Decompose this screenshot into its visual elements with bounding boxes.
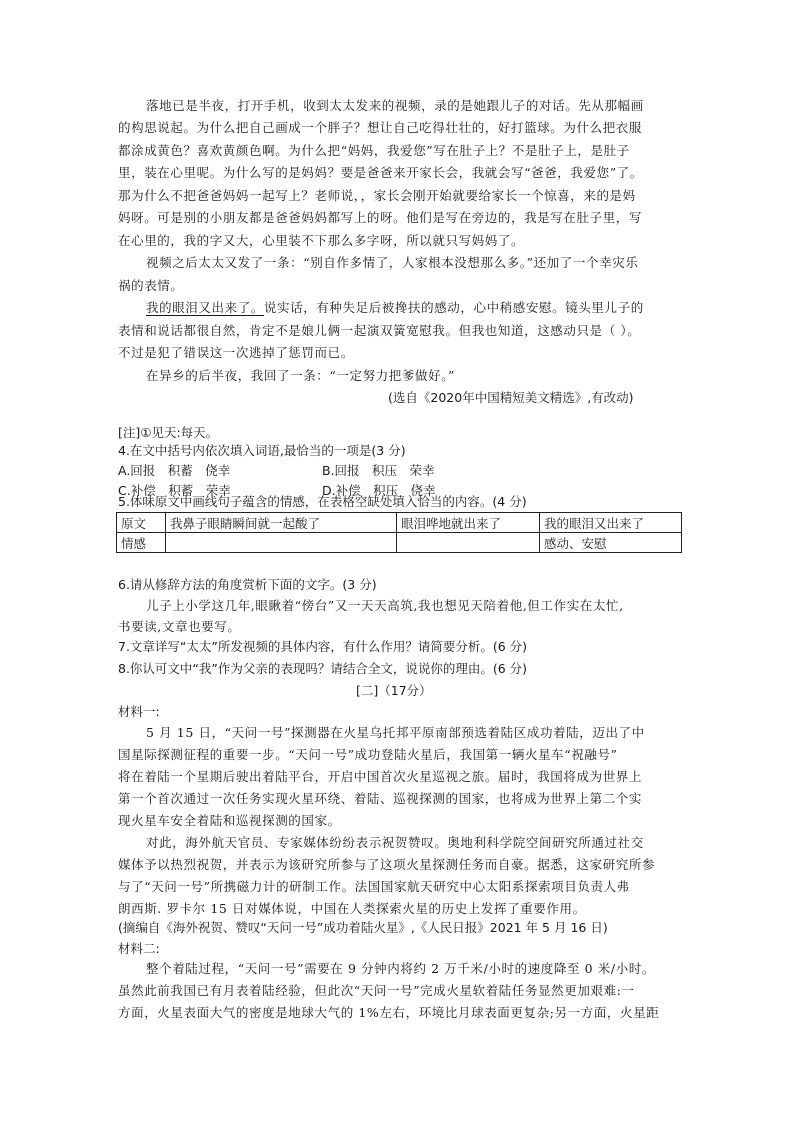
table-cell: 感动、安慰: [540, 533, 682, 553]
footnote: [注]①见天:每天。: [118, 425, 219, 440]
emotion-table: [116, 512, 682, 553]
source-citation: (摘编自《海外祝贺、赞叹“天问一号”成功着陆火星》,《人民日报》2021 年 5 月 16 日): [118, 920, 608, 935]
table-row: [117, 513, 682, 533]
passage-line: 的构思说起。为什么把自己画成一个胖子？想让自己吃得壮壮的，好打篮球。为什么把衣服: [118, 120, 643, 135]
material-line: 将在着陆一个星期后驶出着陆平台，开启中国首次火星巡视之旅。届时，我国将成为世界上: [118, 769, 643, 784]
question-4-stem: 4.在文中括号内依次填入词语,最恰当的一项是(3 分): [118, 443, 406, 458]
passage-line: 在心里的，我的字又大，心里装不下那么多字呀，所以就只写妈妈了。: [118, 233, 525, 248]
table-cell: 情感: [117, 533, 166, 553]
question-8-stem: 8.你认可文中“我”作为父亲的表现吗？请结合全文，说说你的理由。(6 分): [118, 661, 528, 676]
material-line: 媒体予以热烈祝贺，并表示为该研究所参与了这项火星探测任务而自豪。据悉，这家研究所参: [118, 857, 656, 872]
option-c: C.补偿 积蓄 荣幸: [118, 483, 231, 498]
table-cell: 眼泪哗地就出来了: [397, 513, 540, 533]
passage-line: 祸的表情。: [118, 278, 184, 293]
quoted-text: 书要读,文章也要写。: [118, 619, 241, 634]
material-line: 整个着陆过程，“天问一号”需要在 9 分钟内将约 2 万千米/小时的速度降至 0 米/小时。: [146, 961, 656, 976]
option-a: A.回报 积蓄 侥幸: [118, 463, 231, 478]
quoted-text: 儿子上小学这几年,眼瞅着“傍台”又一天天高筑,我也想见天陪着他,但工作实在太忙,: [146, 598, 624, 613]
passage-line: 落地已是半夜，打开手机，收到太太发来的视频，录的是她跟儿子的对话。先从那幅画: [146, 98, 644, 113]
passage-line: 在异乡的后半夜，我回了一条：“一定努力把爹做好。”: [146, 368, 456, 383]
material-line: 第一个首次通过一次任务实现火星环绕、着陆、巡视探测的国家，也将成为世界上第二个实: [118, 791, 643, 806]
table-cell: 我鼻子眼睛瞬间就一起酸了: [166, 513, 397, 533]
passage-line: 里，装在心里呢。为什么写的是妈妈？要是爸爸来开家长会，我就会写“爸爸，我爱您”了。: [118, 165, 643, 180]
question-7-stem: 7.文章详写“太太”所发视频的具体内容，有什么作用？请简要分析。(6 分): [118, 639, 528, 654]
material-line: 现火星车安全着陆和巡视探测的国家。: [118, 813, 341, 828]
passage-line: 表情和说话都很自然，肯定不是娘儿俩一起演双簧宽慰我。但我也知道，这感动只是（ ）。: [118, 323, 641, 338]
passage-line: [146, 298, 644, 318]
passage-line: 视频之后太太又发了一条：“别自作多情了，人家根本没想那么多。”还加了一个幸灾乐: [146, 255, 639, 270]
material-label: 材料一:: [118, 704, 160, 719]
table-row: [117, 533, 682, 553]
material-line: 虽然此前我国已有月表着陆经验，但此次“天问一号”完成火星软着陆任务显然更加艰难:一: [118, 983, 635, 998]
table-cell-blank: [397, 533, 540, 553]
table-cell: 原文: [117, 513, 166, 533]
option-b: B.回报 积压 荣幸: [322, 463, 435, 478]
passage-line: 都涂成黄色？喜欢黄颜色啊。为什么把“妈妈，我爱您”写在肚子上？不是肚子上，是肚子: [118, 143, 630, 158]
source-citation: (选自《2020年中国精短美文精选》,有改动): [388, 390, 634, 405]
underlined-sentence: 我的眼泪又出来了。: [146, 300, 264, 315]
material-line: 朗西斯. 罗卡尔 15 日对媒体说，中国在人类探索火星的历史上发挥了重要作用。: [118, 901, 586, 916]
material-line: 5 月 15 日，“天问一号”探测器在火星乌托邦平原南部预选着陆区成功着陆，迈出了中: [146, 725, 645, 740]
material-line: 方面，火星表面大气的密度是地球大气的 1%左右，环境比月球表面更复杂;另一方面，火星距: [118, 1005, 660, 1020]
section-heading: [二]（17分）: [356, 683, 432, 698]
material-line: 与了“天问一号”所携磁力计的研制工作。法国国家航天研究中心太阳系探索项目负责人弗: [118, 879, 630, 894]
passage-text: 说实话，有种失足后被搀扶的感动，心中稍感安慰。镜头里儿子的: [263, 300, 644, 315]
option-d: D.补偿 积压 侥幸: [322, 483, 436, 498]
question-5-stem: 5.体味原文中画线句子蕴含的情感，在表格空缺处填入恰当的内容。(4 分): [118, 494, 527, 509]
passage-line: 妈呀。可是别的小朋友都是爸爸妈妈都写上的呀。他们是写在旁边的，我是写在肚子里，写: [118, 210, 643, 225]
material-line: 对此，海外航天官员、专家媒体纷纷表示祝贺赞叹。奥地利科学院空间研究所通过社交: [146, 835, 644, 850]
question-6-stem: 6.请从修辞方法的角度赏析下面的文字。(3 分): [118, 577, 377, 592]
material-label: 材料二:: [118, 941, 160, 956]
passage-line: 不过是犯了错误这一次逃掉了惩罚而已。: [118, 345, 354, 360]
passage-line: 那为什么不把爸爸妈妈一起写上？老师说，，家长会刚开始就要给家长一个惊喜，来的是妈: [118, 188, 636, 203]
table-cell-blank: [166, 533, 397, 553]
material-line: 国星际探测征程的重要一步。“天问一号”成功登陆火星后，我国第一辆火星车“祝融号”: [118, 747, 618, 762]
table-cell: 我的眼泪又出来了: [540, 513, 682, 533]
